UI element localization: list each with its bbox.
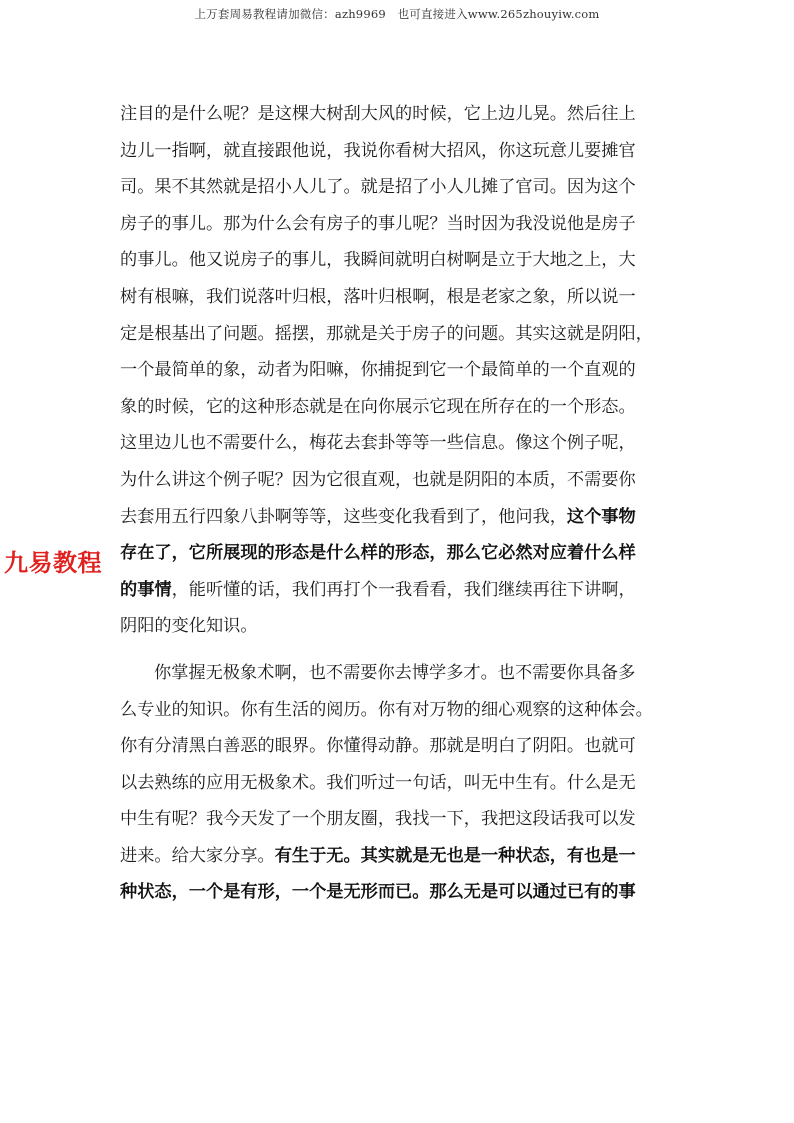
text-line: 边儿一指啊，就直接跟他说，我说你看树大招风，你这玩意儿要摊官 bbox=[120, 140, 636, 161]
text-line bbox=[120, 874, 674, 911]
text-line bbox=[120, 535, 674, 572]
paragraph-1 bbox=[120, 96, 674, 645]
bold-text: 的事情 bbox=[120, 579, 172, 600]
document-body bbox=[120, 96, 674, 911]
paragraph-gap bbox=[120, 645, 674, 655]
text-line: 的事儿。他又说房子的事儿，我瞬间就明白树啊是立于大地之上，大 bbox=[120, 250, 636, 271]
text-line bbox=[120, 572, 674, 609]
page-header: 上万套周易教程请加微信：azh9969 也可直接进入www.265zhouyiw.com bbox=[194, 7, 600, 21]
watermark-logo: 九易教程 bbox=[4, 549, 102, 577]
text-line: 一个最简单的象，动者为阳嘛，你捕捉到它一个最简单的一个直观的 bbox=[120, 360, 636, 381]
bold-text: 存在了，它所展现的形态是什么样的形态，那么它必然对应着什么样 bbox=[120, 543, 636, 564]
text-line: 你掌握无极象术啊，也不需要你去博学多才。也不需要你具备多 bbox=[154, 662, 636, 683]
text-line: 为什么讲这个例子呢？因为它很直观，也就是阴阳的本质，不需要你 bbox=[120, 469, 636, 490]
text-line: 司。果不其然就是招小人儿了。就是招了小人儿摊了官司。因为这个 bbox=[120, 177, 636, 198]
text-line: 树有根嘛，我们说落叶归根，落叶归根啊，根是老家之象，所以说一 bbox=[120, 286, 636, 307]
bold-text: 这个事物 bbox=[566, 506, 636, 527]
text-segment: 进来。给大家分享。 bbox=[120, 845, 275, 866]
bold-text: 种状态，一个是有形，一个是无形而已。那么无是可以通过已有的事 bbox=[120, 882, 636, 903]
text-line: 中生有呢？我今天发了一个朋友圈，我找一下，我把这段话我可以发 bbox=[120, 809, 636, 830]
text-line: 房子的事儿。那为什么会有房子的事儿呢？当时因为我没说他是房子 bbox=[120, 213, 636, 234]
text-segment: 去套用五行四象八卦啊等等，这些变化我看到了，他问我， bbox=[120, 506, 567, 527]
text-segment: ，能听懂的话，我们再打个一我看看，我们继续再往下讲啊， bbox=[171, 579, 636, 600]
text-line: 你有分清黑白善恶的眼界。你懂得动静。那就是明白了阴阳。也就可 bbox=[120, 736, 636, 757]
bold-text: 有生于无。其实就是无也是一种状态，有也是一 bbox=[274, 845, 636, 866]
text-line bbox=[120, 499, 674, 536]
text-line: 注目的是什么呢？是这棵大树刮大风的时候，它上边儿晃。然后往上 bbox=[120, 104, 636, 124]
text-line: 以去熟练的应用无极象术。我们听过一句话，叫无中生有。什么是无 bbox=[120, 772, 636, 793]
text-line: 阴阳的变化知识。 bbox=[120, 616, 258, 637]
text-line: 定是根基出了问题。摇摆，那就是关于房子的问题。其实这就是阴阳， bbox=[120, 323, 653, 344]
text-line: 这里边儿也不需要什么，梅花去套卦等等一些信息。像这个例子呢， bbox=[120, 433, 636, 454]
paragraph-2 bbox=[120, 655, 674, 911]
text-line: 象的时候，它的这种形态就是在向你展示它现在所存在的一个形态。 bbox=[120, 396, 636, 417]
text-line bbox=[120, 838, 674, 875]
text-line: 么专业的知识。你有生活的阅历。你有对万物的细心观察的这种体会。 bbox=[120, 699, 653, 720]
